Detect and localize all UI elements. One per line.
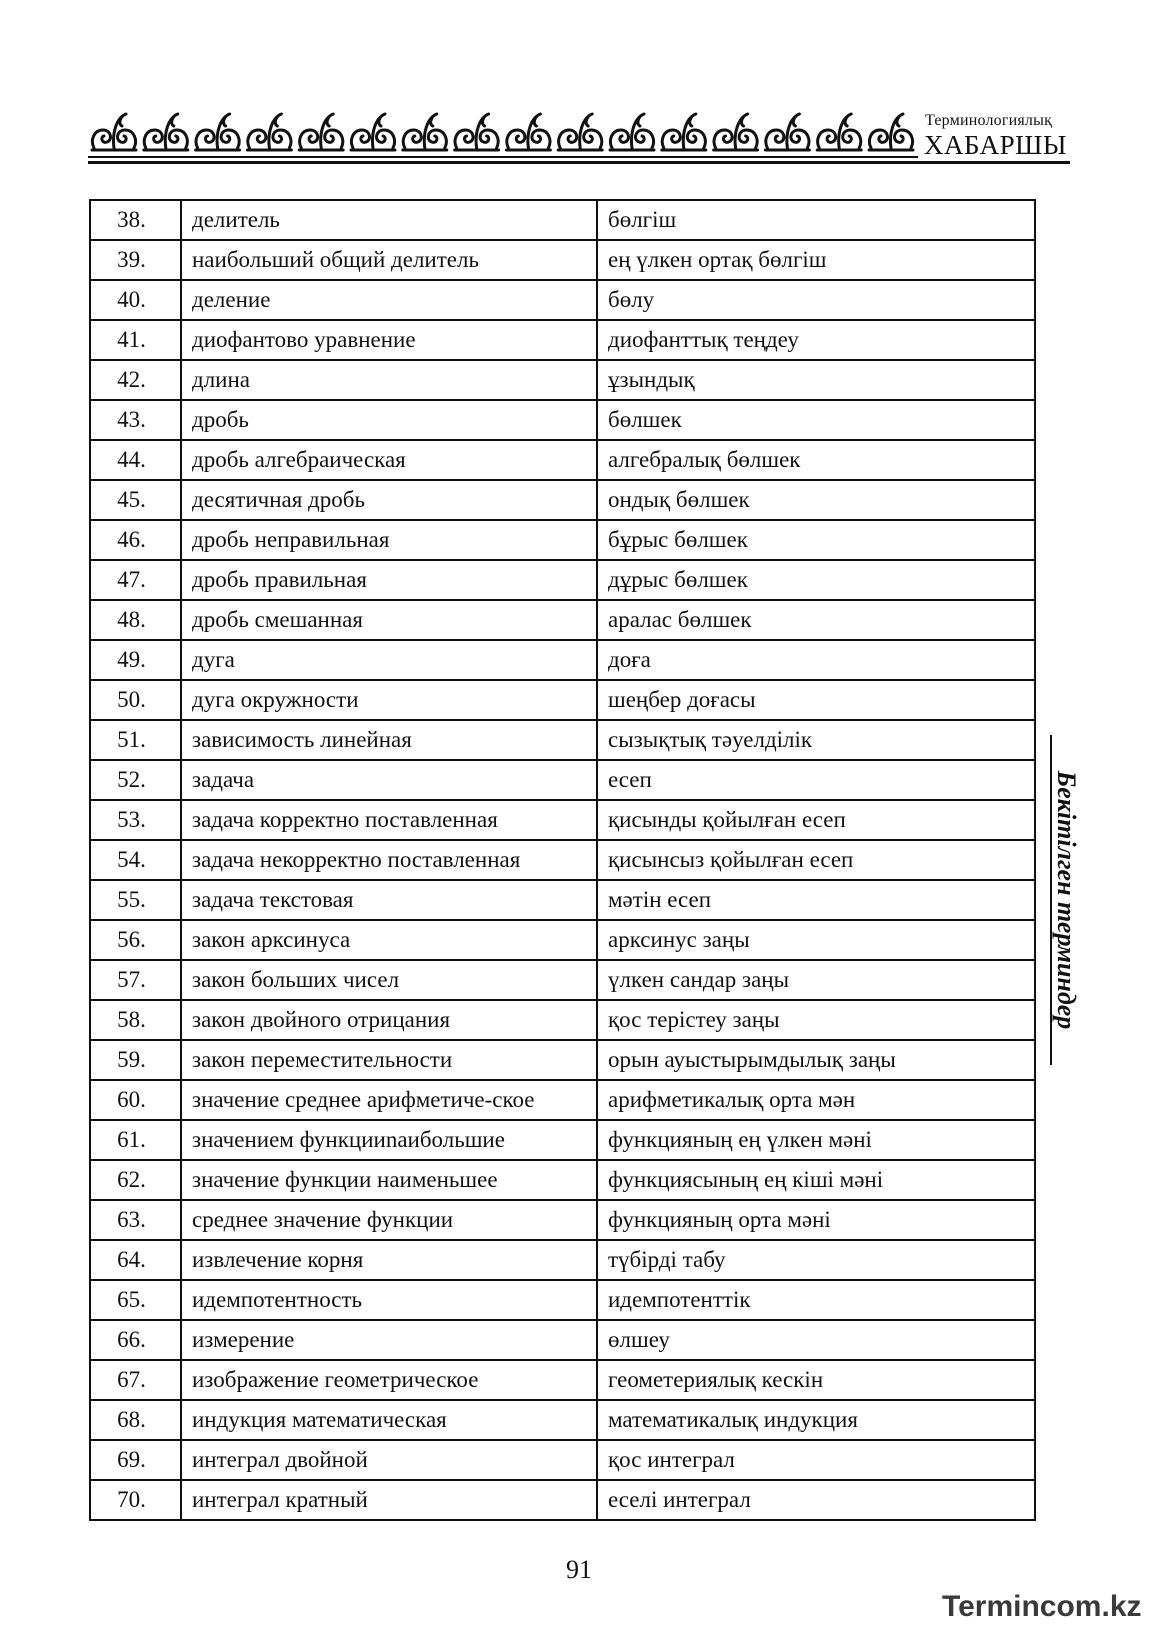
term-kazakh: түбірді табу [597,1240,1035,1280]
table-row [90,1360,1035,1400]
term-number: 65. [90,1280,181,1320]
term-number: 63. [90,1200,181,1240]
term-kazakh: шеңбер доғасы [597,680,1035,720]
term-number: 61. [90,1120,181,1160]
header-rule-thin [88,156,918,158]
term-number: 49. [90,640,181,680]
term-kazakh: бұрыс бөлшек [597,520,1035,560]
side-label [1046,735,1086,1065]
term-russian: деление [181,280,597,320]
term-number: 51. [90,720,181,760]
term-number: 40. [90,280,181,320]
table-row [90,720,1035,760]
term-number: 70. [90,1480,181,1520]
term-kazakh: ондық бөлшек [597,480,1035,520]
table-row [90,200,1035,240]
term-russian: наибольший общий делитель [181,240,597,280]
table-row [90,320,1035,360]
journal-header [88,104,1070,164]
term-kazakh: үлкен сандар заңы [597,960,1035,1000]
term-kazakh: функциясының ең кіші мәні [597,1160,1035,1200]
term-number: 66. [90,1320,181,1360]
term-russian: интеграл двойной [181,1440,597,1480]
term-kazakh: доға [597,640,1035,680]
table-row [90,280,1035,320]
term-number: 44. [90,440,181,480]
term-russian: среднее значение функции [181,1200,597,1240]
term-russian: дробь алгебраическая [181,440,597,480]
table-row [90,520,1035,560]
term-number: 64. [90,1240,181,1280]
term-number: 50. [90,680,181,720]
term-number: 69. [90,1440,181,1480]
term-russian: дробь [181,400,597,440]
table-row [90,880,1035,920]
term-number: 57. [90,960,181,1000]
term-russian: делитель [181,200,597,240]
term-russian: интеграл кратный [181,1480,597,1520]
table-row [90,1400,1035,1440]
term-kazakh: сызықтық тәуелділік [597,720,1035,760]
term-russian: дробь неправильная [181,520,597,560]
term-russian: зависимость линейная [181,720,597,760]
term-kazakh: мәтін есеп [597,880,1035,920]
term-number: 56. [90,920,181,960]
term-russian: измерение [181,1320,597,1360]
table-row [90,360,1035,400]
table-row [90,840,1035,880]
term-kazakh: есеп [597,760,1035,800]
term-number: 38. [90,200,181,240]
table-row [90,760,1035,800]
term-russian: индукция математическая [181,1400,597,1440]
term-kazakh: ең үлкен ортақ бөлгіш [597,240,1035,280]
term-kazakh: функцияның орта мәні [597,1200,1035,1240]
term-number: 52. [90,760,181,800]
table-row [90,1040,1035,1080]
table-row [90,1160,1035,1200]
term-number: 42. [90,360,181,400]
term-kazakh: бөлгіш [597,200,1035,240]
term-number: 39. [90,240,181,280]
term-kazakh: қос терістеу заңы [597,1000,1035,1040]
table-row [90,600,1035,640]
table-row [90,1080,1035,1120]
table-row [90,1440,1035,1480]
side-label-text: Бекітілген терминдер [1052,770,1081,1030]
term-kazakh: идемпотенттік [597,1280,1035,1320]
term-number: 62. [90,1160,181,1200]
term-number: 41. [90,320,181,360]
term-kazakh: өлшеу [597,1320,1035,1360]
table-row [90,960,1035,1000]
term-russian: дуга окружности [181,680,597,720]
term-number: 60. [90,1080,181,1120]
term-kazakh: математикалық индукция [597,1400,1035,1440]
journal-name-big: ХАБАРШЫ [924,130,1067,160]
term-kazakh: арифметикалық орта мән [597,1080,1035,1120]
term-russian: задача [181,760,597,800]
term-number: 45. [90,480,181,520]
terms-table-body [90,200,1035,1520]
table-row [90,800,1035,840]
term-kazakh: алгебралық бөлшек [597,440,1035,480]
table-row [90,1280,1035,1320]
term-number: 47. [90,560,181,600]
term-kazakh: бөлу [597,280,1035,320]
ornament-border-icon [88,104,918,160]
term-number: 68. [90,1400,181,1440]
page-number: 91 [566,1555,592,1584]
table-row [90,640,1035,680]
term-kazakh: қисынды қойылған есеп [597,800,1035,840]
term-russian: дробь правильная [181,560,597,600]
term-number: 59. [90,1040,181,1080]
term-kazakh: аралас бөлшек [597,600,1035,640]
term-russian: десятичная дробь [181,480,597,520]
term-russian: задача корректно поставленная [181,800,597,840]
table-row [90,480,1035,520]
term-kazakh: арксинус заңы [597,920,1035,960]
term-russian: изображение геометрическое [181,1360,597,1400]
term-russian: диофантово уравнение [181,320,597,360]
term-russian: дробь смешанная [181,600,597,640]
term-kazakh: еселі интеграл [597,1480,1035,1520]
term-russian: извлечение корня [181,1240,597,1280]
site-watermark-logo: Termincom.kz [942,1590,1142,1623]
term-number: 46. [90,520,181,560]
term-russian: значение функции наименьшее [181,1160,597,1200]
term-russian: длина [181,360,597,400]
journal-name-small: Терминологиялық [925,112,1053,129]
term-kazakh: орын ауыстырымдылық заңы [597,1040,1035,1080]
term-kazakh: диофанттық теңдеу [597,320,1035,360]
table-row [90,560,1035,600]
table-row [90,440,1035,480]
table-row [90,1120,1035,1160]
table-row [90,680,1035,720]
term-number: 58. [90,1000,181,1040]
table-row [90,240,1035,280]
term-russian: задача некорректно поставленная [181,840,597,880]
term-kazakh: бөлшек [597,400,1035,440]
term-russian: закон арксинуса [181,920,597,960]
table-row [90,920,1035,960]
terms-table [89,199,1036,1521]
term-number: 48. [90,600,181,640]
term-number: 67. [90,1360,181,1400]
term-russian: закон двойного отрицания [181,1000,597,1040]
term-kazakh: ұзындық [597,360,1035,400]
table-row [90,400,1035,440]
term-number: 53. [90,800,181,840]
term-kazakh: функцияның ең үлкен мәні [597,1120,1035,1160]
table-row [90,1000,1035,1040]
term-russian: закон больших чисел [181,960,597,1000]
term-kazakh: қос интеграл [597,1440,1035,1480]
term-number: 55. [90,880,181,920]
term-number: 43. [90,400,181,440]
table-row [90,1240,1035,1280]
term-russian: значением функцииnаибольшие [181,1120,597,1160]
term-russian: задача текстовая [181,880,597,920]
term-kazakh: қисынсыз қойылған есеп [597,840,1035,880]
table-row [90,1200,1035,1240]
header-rule-thick [88,161,1070,164]
term-russian: идемпотентность [181,1280,597,1320]
table-row [90,1480,1035,1520]
term-kazakh: дұрыс бөлшек [597,560,1035,600]
term-kazakh: геометериялық кескін [597,1360,1035,1400]
term-russian: закон переместительности [181,1040,597,1080]
table-row [90,1320,1035,1360]
term-number: 54. [90,840,181,880]
term-russian: дуга [181,640,597,680]
term-russian: значение среднее арифметиче-ское [181,1080,597,1120]
